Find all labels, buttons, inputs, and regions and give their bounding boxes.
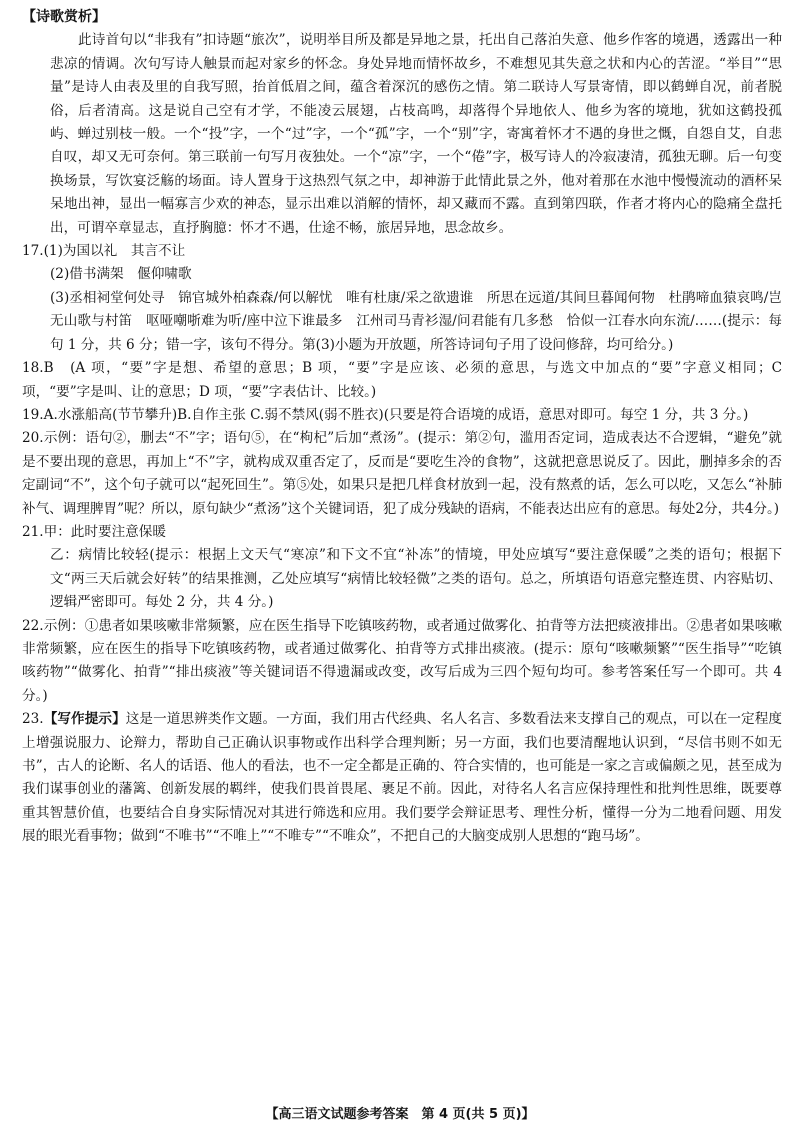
- q21-number: 21.: [22, 523, 44, 540]
- appreciation-text: 此诗首句以“非我有”扣诗题“旅次”，说明举目所及都是异地之景，托出自己落泊失意、他乡作客的境遇，透露出一种悲凉的情调。次句写诗人触景而起对家乡的怀念。身处异地而情怀故乡，不难想见其失意之状和内心的苦涩。“举目”“思量”是诗人由表及里的自我写照，抬首低眉之间，蕴含着深沉的感伤之情。第二联诗人写景寄情，即以鹤蝉自况，前者脱俗，后者清高。这是说自己空有才学，不能凌云展翅，占枝高鸣，却落得个异地依人、他乡为客的境地，犹如这鹤投孤屿、蝉过别枝一般。一个“投”字，一个“过”字，一个“孤”字，一个“别”字，寄寓着怀才不遇的身世之慨，自怨自艾，自悲自叹，却又无可奈何。第三联前一句写月夜独处。一个“凉”字，一个“倦”字，极写诗人的冷寂凄清，孤独无聊。后一句变换场景，写饮宴泛觞的场面。诗人置身于这热烈气氛之中，却神游于此情此景之外，他对着那在水池中慢慢流动的酒杯呆呆地出神，显出一幅寡言少欢的神态，显示出难以消解的情怀，却又藏而不露。直到第四联，作者才将内心的隐痛全盘托出，可谓卒章显志，直抒胸臆：怀才不遇，仕途不畅，旅居异地，思念故乡。: [50, 32, 782, 236]
- q20-answer: 示例：语句②，删去“不”字；语句⑤，在“枸杞”后加“煮汤”。(提示：第②句，滥用否定词，造成表达不合逻辑，“避免”就是不要出现的意思，再加上“不”字，就构成双重否定了，反而是“要吃生冷的食物”，这就把意思说反了。因此，删掉多余的否定副词“不”，这个句子就可以“起死回生”。第⑤处，如果只是把几样食材放到一起，没有熬煮的话，怎么可以吃，又怎么“补肺补气、调理脾胃”呢？所以，原句缺少“煮汤”这个关键词语，犯了成分残缺的语病，不能表达出应有的意思。每处2分，共4分。): [22, 430, 782, 517]
- q17-answer-1: (1)为国以礼 其言不让: [43, 243, 186, 260]
- q22-answer: 示例：①患者如果咳嗽非常频繁，应在医生指导下吃镇咳药物，或者通过做雾化、拍背等方法把痰液排出。②患者如果咳嗽非常频繁，应在医生的指导下吃镇咳药物，或者通过做雾化、拍背等方式排出痰液。(提示：原句“咳嗽频繁”“医生指导”“吃镇咳药物”“做雾化、拍背”“排出痰液”等关键词语不得遗漏或改变，改写后成为三四个短句均可。参考答案任写一个即可。共 4 分。): [22, 617, 782, 704]
- question-23: [22, 708, 782, 848]
- page-footer: 【高三语文试题参考答案 第 4 页(共 5 页)】: [265, 1107, 535, 1122]
- question-21: [22, 521, 782, 615]
- q17-answer-3: (3)丞相祠堂何处寻 锦官城外柏森森/何以解忧 唯有杜康/采之欲遗谁 所思在远道/其间旦暮闻何物 杜鹃啼血猿哀鸣/岂无山歌与村笛 呕哑嘲哳难为听/座中泣下谁最多 江州司马青衫湿/问君能有几多愁 恰似一江春水向东流/……(提示：每句 1 分，共 6 分；错一字，该句不得分。第(3)小题为开放题，所答诗词句子用了设问修辞，均可给分。): [50, 289, 782, 353]
- q22-number: 22.: [22, 617, 44, 634]
- q21-answer-2: 乙：病情比较轻(提示：根据上文天气“寒凉”和下文不宜“补冻”的情境，甲处应填写“要注意保暖”之类的语句；根据下文“两三天后就会好转”的结果推测，乙处应填写“病情比较轻微”之类的语句。总之，所填语句语意完整连贯、内容贴切、逻辑严密即可。每处 2 分，共 4 分。): [50, 547, 782, 611]
- answer-content: [22, 6, 782, 849]
- q19-number: 19.: [22, 406, 44, 423]
- q23-label: 【写作提示】: [43, 711, 126, 728]
- question-17: [22, 240, 782, 357]
- question-20: [22, 427, 782, 521]
- question-19: [22, 404, 782, 427]
- q18-number: 18.: [22, 360, 44, 377]
- q23-number: 23.: [22, 711, 44, 728]
- q18-answer: B (A 项，“要”字是想、希望的意思；B 项，“要”字是应该、必须的意思，与选文中加点的“要”字意义相同；C 项，“要”字是叫、让的意思；D 项，“要”字表估计、比较。): [22, 360, 782, 400]
- q23-answer: 这是一道思辨类作文题。一方面，我们用古代经典、名人名言、多数看法来支撑自己的观点，可以在一定程度上增强说服力、论辩力，帮助自己正确认识事物或作出科学合理判断；另一方面，我们也要清醒地认识到，“尽信书则不如无书”，古人的论断、名人的话语、他人的看法，也不一定全都是正确的、符合实情的，也可能是一家之言或偏颇之见，甚至成为我们谋事创业的藩篱、创新发展的羁绊，使我们畏首畏尾、裹足不前。因此，对待名人名言应保持理性和批判性思维，既要尊重其智慧价值，也要结合自身实际情况对其进行筛选和应用。我们要学会辩证思考、理性分析，懂得一分为二地看问题、用发展的眼光看事物；做到“不唯书”“不唯上”“不唯专”“不唯众”，不把自己的大脑变成别人思想的“跑马场”。: [22, 711, 782, 845]
- q21-answer-1: 甲：此时要注意保暖: [43, 523, 166, 540]
- q17-number: 17.: [22, 243, 44, 260]
- q19-answer: A.水涨船高(节节攀升)B.自作主张 C.弱不禁风(弱不胜衣)(只要是符合语境的成语，意思对即可。每空 1 分，共 3 分。): [43, 406, 749, 423]
- appreciation-heading: 【诗歌赏析】: [22, 9, 106, 25]
- q17-answer-2: (2)借书满架 偃仰啸歌: [50, 266, 192, 283]
- q20-number: 20.: [22, 430, 44, 447]
- question-22: [22, 615, 782, 709]
- question-18: [22, 357, 782, 404]
